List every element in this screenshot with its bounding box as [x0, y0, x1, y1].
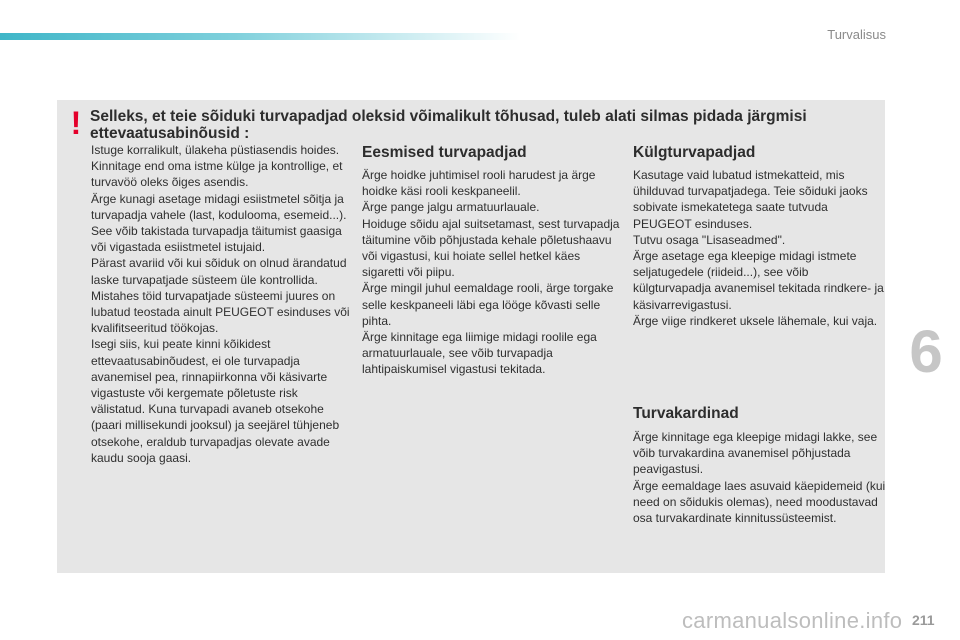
paragraph: Tutvu osaga "Lisaseadmed".: [633, 232, 786, 247]
paragraph: Kasutage vaid lubatud istmekatteid, mis ühilduvad turvapatjadega. Teie sõiduki jaoks sobivate ismekatetega saate tutvuda PEUGEOT esinduses.: [633, 168, 868, 231]
curtain-airbags-heading: Turvakardinad: [633, 405, 739, 422]
paragraph: Kinnitage end oma istme külge ja kontrollige, et turvavöö oleks õiges asendis.: [91, 159, 343, 190]
warning-headline: Selleks, et teie sõiduki turvapadjad oleksid võimalikult tõhusad, tuleb alati silmas pidada järgmisi ettevaatusabinõusid :: [90, 108, 807, 142]
paragraph: Isegi siis, kui peate kinni kõikidest ettevaatusabinõudest, ei ole turvapadja avanemisel pea, rinnapiirkonna või käsivarte vigastuste või kergemate põletuste risk välistatud. Kuna turvapadi avaneb otsekohe (paari millisekundi jooksul) ja seejärel tühjeneb otsekohe, eraldub turvapadjas olevate avade kaudu sooja gaasi.: [91, 337, 340, 465]
paragraph: Ärge kinnitage ega kleepige midagi lakke, see võib turvakardina avanemisel põhjustada peavigastusi.: [633, 430, 878, 477]
exclamation-icon: !: [70, 105, 82, 141]
paragraph: Hoiduge sõidu ajal suitsetamast, sest turvapadja täitumine võib põhjustada kehale põletushaavu või vigastusi, kui hoiate sellel hetkel käes sigaretti või piipu.: [362, 216, 620, 280]
paragraph: Ärge hoidke juhtimisel rooli harudest ja ärge hoidke käsi rooli keskpaneelil.: [362, 168, 596, 199]
paragraph: Ärge kunagi asetage midagi esiistmetel sõitja ja turvapadja vahele (last, koduloomа, esemeid...). See võib takistada turvapadja täitumist gaasiga või vigastada esiistmetel istujaid.: [91, 191, 347, 255]
section-title: Turvalisus: [827, 27, 886, 42]
paragraph: Ärge eemaldage laes asuvaid käepidemeid (kui need on sõidukis olemas), need moodustavad osa turvakardinate kinnitussüsteemist.: [633, 478, 886, 526]
side-airbags-heading: Külgturvapadjad: [633, 144, 756, 161]
watermark-text: carmanualsonline.info: [682, 608, 903, 633]
paragraph: Ärge pange jalgu armatuurlauale.: [362, 200, 540, 215]
paragraph: Istuge korralikult, ülakeha püstiasendis hoides.: [91, 143, 340, 157]
paragraph: Ärge mingil juhul eemaldage rooli, ärge torgake selle keskpaneeli läbi ega lööge kõvasti selle pihta.: [362, 281, 614, 328]
chapter-number-tab: 6: [909, 318, 943, 385]
page-number: 211: [912, 612, 935, 628]
header-accent-bar: [0, 33, 520, 40]
paragraph: Ärge viige rindkeret uksele lähemale, kui vaja.: [633, 313, 878, 328]
general-precautions-column: [91, 142, 353, 466]
side-airbags-column: [633, 167, 888, 329]
curtain-airbags-column: [633, 429, 888, 526]
paragraph: Ärge kinnitage ega liimige midagi roolile ega armatuurlauale, see võib turvapadja lahtipaiskumisel vigastusi tekitada.: [362, 330, 597, 377]
paragraph: Mistahes töid turvapatjade süsteemi juures on lubatud teostada ainult PEUGEOT esinduses või kvalifitseeritud töökojas.: [91, 288, 350, 336]
front-airbags-heading: Eesmised turvapadjad: [362, 144, 527, 161]
paragraph: Ärge asetage ega kleepige midagi istmete seljatugedele (riideid...), see võib külgturvapadja avanemisel tekitada rindkere- ja käsivarrevigastusi.: [633, 249, 884, 312]
paragraph: Pärast avariid või kui sõiduk on olnud ärandatud laske turvapatjade süsteem üle kontrollida.: [91, 256, 347, 287]
front-airbags-column: [362, 167, 624, 378]
